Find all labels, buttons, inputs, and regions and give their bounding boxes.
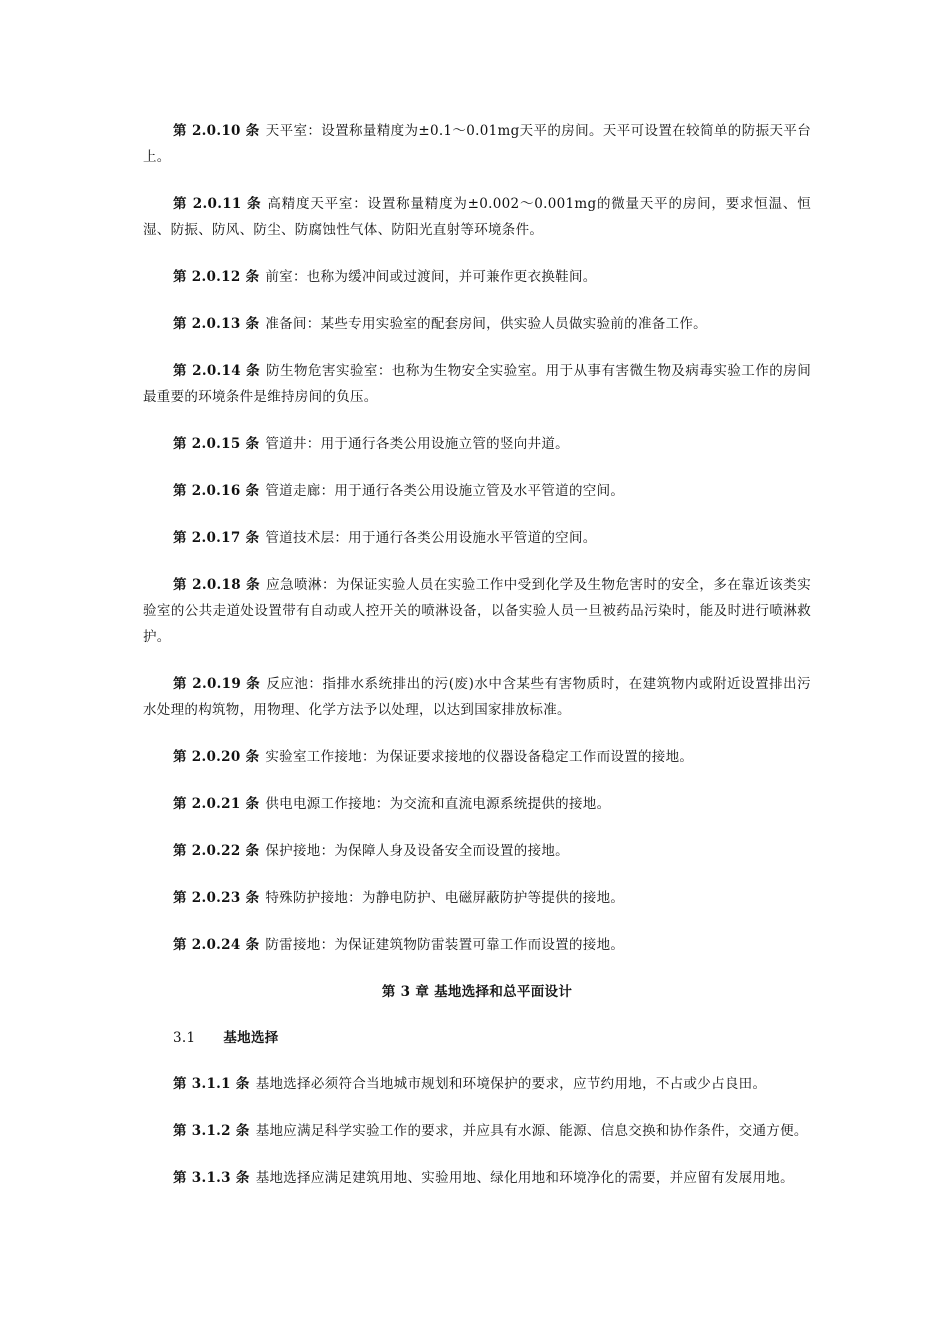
articles-group-2-0: [143, 118, 811, 958]
article-paragraph: [143, 885, 811, 911]
article-number: 第 2.0.17 条: [173, 530, 260, 546]
article-number: 第 2.0.15 条: [173, 436, 260, 452]
article-number: 第 2.0.13 条: [173, 316, 260, 332]
article-paragraph: [143, 838, 811, 864]
document-page: [143, 118, 811, 1212]
article-paragraph: [143, 264, 811, 290]
article-paragraph: [143, 311, 811, 337]
article-paragraph: [143, 1165, 811, 1191]
article-paragraph: [143, 791, 811, 817]
article-number: 第 2.0.24 条: [173, 937, 260, 953]
article-paragraph: [143, 118, 811, 170]
article-number: 第 2.0.11 条: [173, 196, 262, 212]
article-number: 第 2.0.18 条: [173, 577, 261, 593]
section-title: 基地选择: [223, 1030, 279, 1046]
section-number: 3.1: [173, 1030, 196, 1046]
article-text: 基地选择应满足建筑用地、实验用地、绿化用地和环境净化的需要，并应留有发展用地。: [255, 1170, 794, 1186]
article-text: 天平室：设置称量精度为±0.1～0.01mg天平的房间。天平可设置在较简单的防振天平台上。: [143, 123, 811, 165]
article-text: 防雷接地：为保证建筑物防雷装置可靠工作而设置的接地。: [265, 937, 625, 953]
article-number: 第 2.0.10 条: [173, 123, 260, 139]
article-paragraph: [143, 1118, 811, 1144]
article-text: 供电电源工作接地：为交流和直流电源系统提供的接地。: [265, 796, 611, 812]
article-text: 基地选择必须符合当地城市规划和环境保护的要求，应节约用地，不占或少占良田。: [255, 1076, 767, 1092]
article-paragraph: [143, 478, 811, 504]
article-number: 第 2.0.12 条: [173, 269, 260, 285]
articles-group-3-1: [143, 1071, 811, 1191]
article-paragraph: [143, 1071, 811, 1097]
article-paragraph: [143, 671, 811, 723]
article-paragraph: [143, 932, 811, 958]
article-paragraph: [143, 431, 811, 457]
article-text: 准备间：某些专用实验室的配套房间，供实验人员做实验前的准备工作。: [265, 316, 707, 332]
article-text: 应急喷淋：为保证实验人员在实验工作中受到化学及生物危害时的安全，多在靠近该类实验室的公共走道处设置带有自动或人控开关的喷淋设备，以备实验人员一旦被药品污染时，能及时进行喷淋救护。: [143, 577, 812, 645]
article-paragraph: [143, 744, 811, 770]
article-paragraph: [143, 358, 811, 410]
chapter-title: 第 3 章 基地选择和总平面设计: [381, 984, 573, 1000]
article-text: 高精度天平室：设置称量精度为±0.002～0.001mg的微量天平的房间，要求恒温、恒湿、防振、防风、防尘、防腐蚀性气体、防阳光直射等环境条件。: [143, 196, 812, 238]
article-number: 第 2.0.16 条: [173, 483, 260, 499]
article-text: 管道井：用于通行各类公用设施立管的竖向井道。: [265, 436, 569, 452]
article-text: 实验室工作接地：为保证要求接地的仪器设备稳定工作而设置的接地。: [265, 749, 694, 765]
article-number: 第 3.1.1 条: [173, 1076, 250, 1092]
article-number: 第 3.1.2 条: [173, 1123, 250, 1139]
article-number: 第 2.0.14 条: [173, 363, 261, 379]
article-text: 管道技术层：用于通行各类公用设施水平管道的空间。: [265, 530, 597, 546]
article-text: 基地应满足科学实验工作的要求，并应具有水源、能源、信息交换和协作条件，交通方便。: [255, 1123, 808, 1139]
article-text: 反应池：指排水系统排出的污(废)水中含某些有害物质时，在建筑物内或附近设置排出污水处理的构筑物，用物理、化学方法予以处理，以达到国家排放标准。: [143, 676, 811, 718]
article-text: 前室：也称为缓冲间或过渡间，并可兼作更衣换鞋间。: [265, 269, 597, 285]
article-number: 第 2.0.22 条: [173, 843, 260, 859]
article-text: 管道走廊：用于通行各类公用设施立管及水平管道的空间。: [265, 483, 625, 499]
article-text: 特殊防护接地：为静电防护、电磁屏蔽防护等提供的接地。: [265, 890, 625, 906]
article-paragraph: [143, 572, 811, 650]
article-number: 第 2.0.20 条: [173, 749, 260, 765]
article-text: 防生物危害实验室：也称为生物安全实验室。用于从事有害微生物及病毒实验工作的房间最重要的环境条件是维持房间的负压。: [143, 363, 812, 405]
article-number: 第 2.0.23 条: [173, 890, 260, 906]
article-number: 第 2.0.19 条: [173, 676, 261, 692]
article-text: 保护接地：为保障人身及设备安全而设置的接地。: [265, 843, 569, 859]
article-paragraph: [143, 525, 811, 551]
article-paragraph: [143, 191, 811, 243]
section-heading: [173, 1025, 811, 1051]
article-number: 第 3.1.3 条: [173, 1170, 250, 1186]
article-number: 第 2.0.21 条: [173, 796, 260, 812]
